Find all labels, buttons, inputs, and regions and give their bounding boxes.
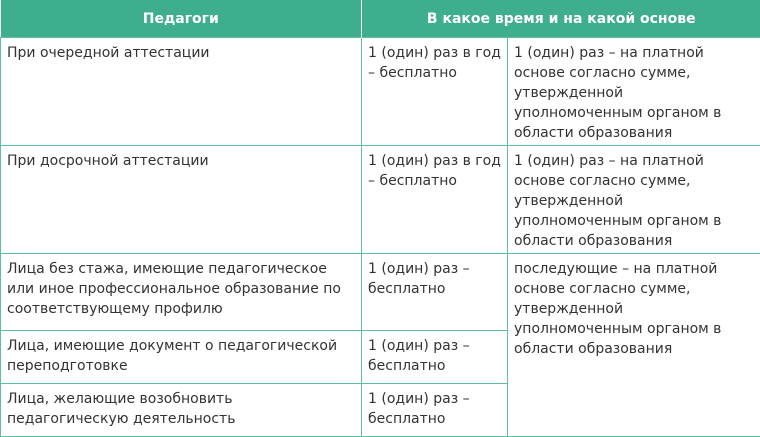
header-row xyxy=(1,0,760,38)
category-cell: Лица без стажа, имеющие педагогическое или иное профессиональное образование по соответствующему профилю xyxy=(1,254,362,331)
subsequent-cell: последующие – на платной основе согласно сумме, утвержденной уполномоченным органом в области образования xyxy=(508,254,760,437)
first-time-cell: 1 (один) раз – бесплатно xyxy=(362,384,508,437)
table-header xyxy=(1,0,760,38)
table-body xyxy=(1,38,760,437)
category-cell: При очередной аттестации xyxy=(1,38,362,146)
table-row xyxy=(1,254,760,331)
first-time-cell: 1 (один) раз – бесплатно xyxy=(362,331,508,384)
table-row xyxy=(1,38,760,146)
subsequent-cell: 1 (один) раз – на платной основе согласно сумме, утвержденной уполномоченным органом в области образования xyxy=(508,146,760,254)
header-time-basis: В какое время и на какой основе xyxy=(362,0,760,38)
subsequent-cell: 1 (один) раз – на платной основе согласно сумме, утвержденной уполномоченным органом в области образования xyxy=(508,38,760,146)
table-row xyxy=(1,146,760,254)
category-cell: При досрочной аттестации xyxy=(1,146,362,254)
first-time-cell: 1 (один) раз – бесплатно xyxy=(362,254,508,331)
first-time-cell: 1 (один) раз в год – бесплатно xyxy=(362,146,508,254)
category-cell: Лица, имеющие документ о педагогической переподготовке xyxy=(1,331,362,384)
first-time-cell: 1 (один) раз в год – бесплатно xyxy=(362,38,508,146)
header-teachers: Педагоги xyxy=(1,0,362,38)
category-cell: Лица, желающие возобновить педагогическую деятельность xyxy=(1,384,362,437)
